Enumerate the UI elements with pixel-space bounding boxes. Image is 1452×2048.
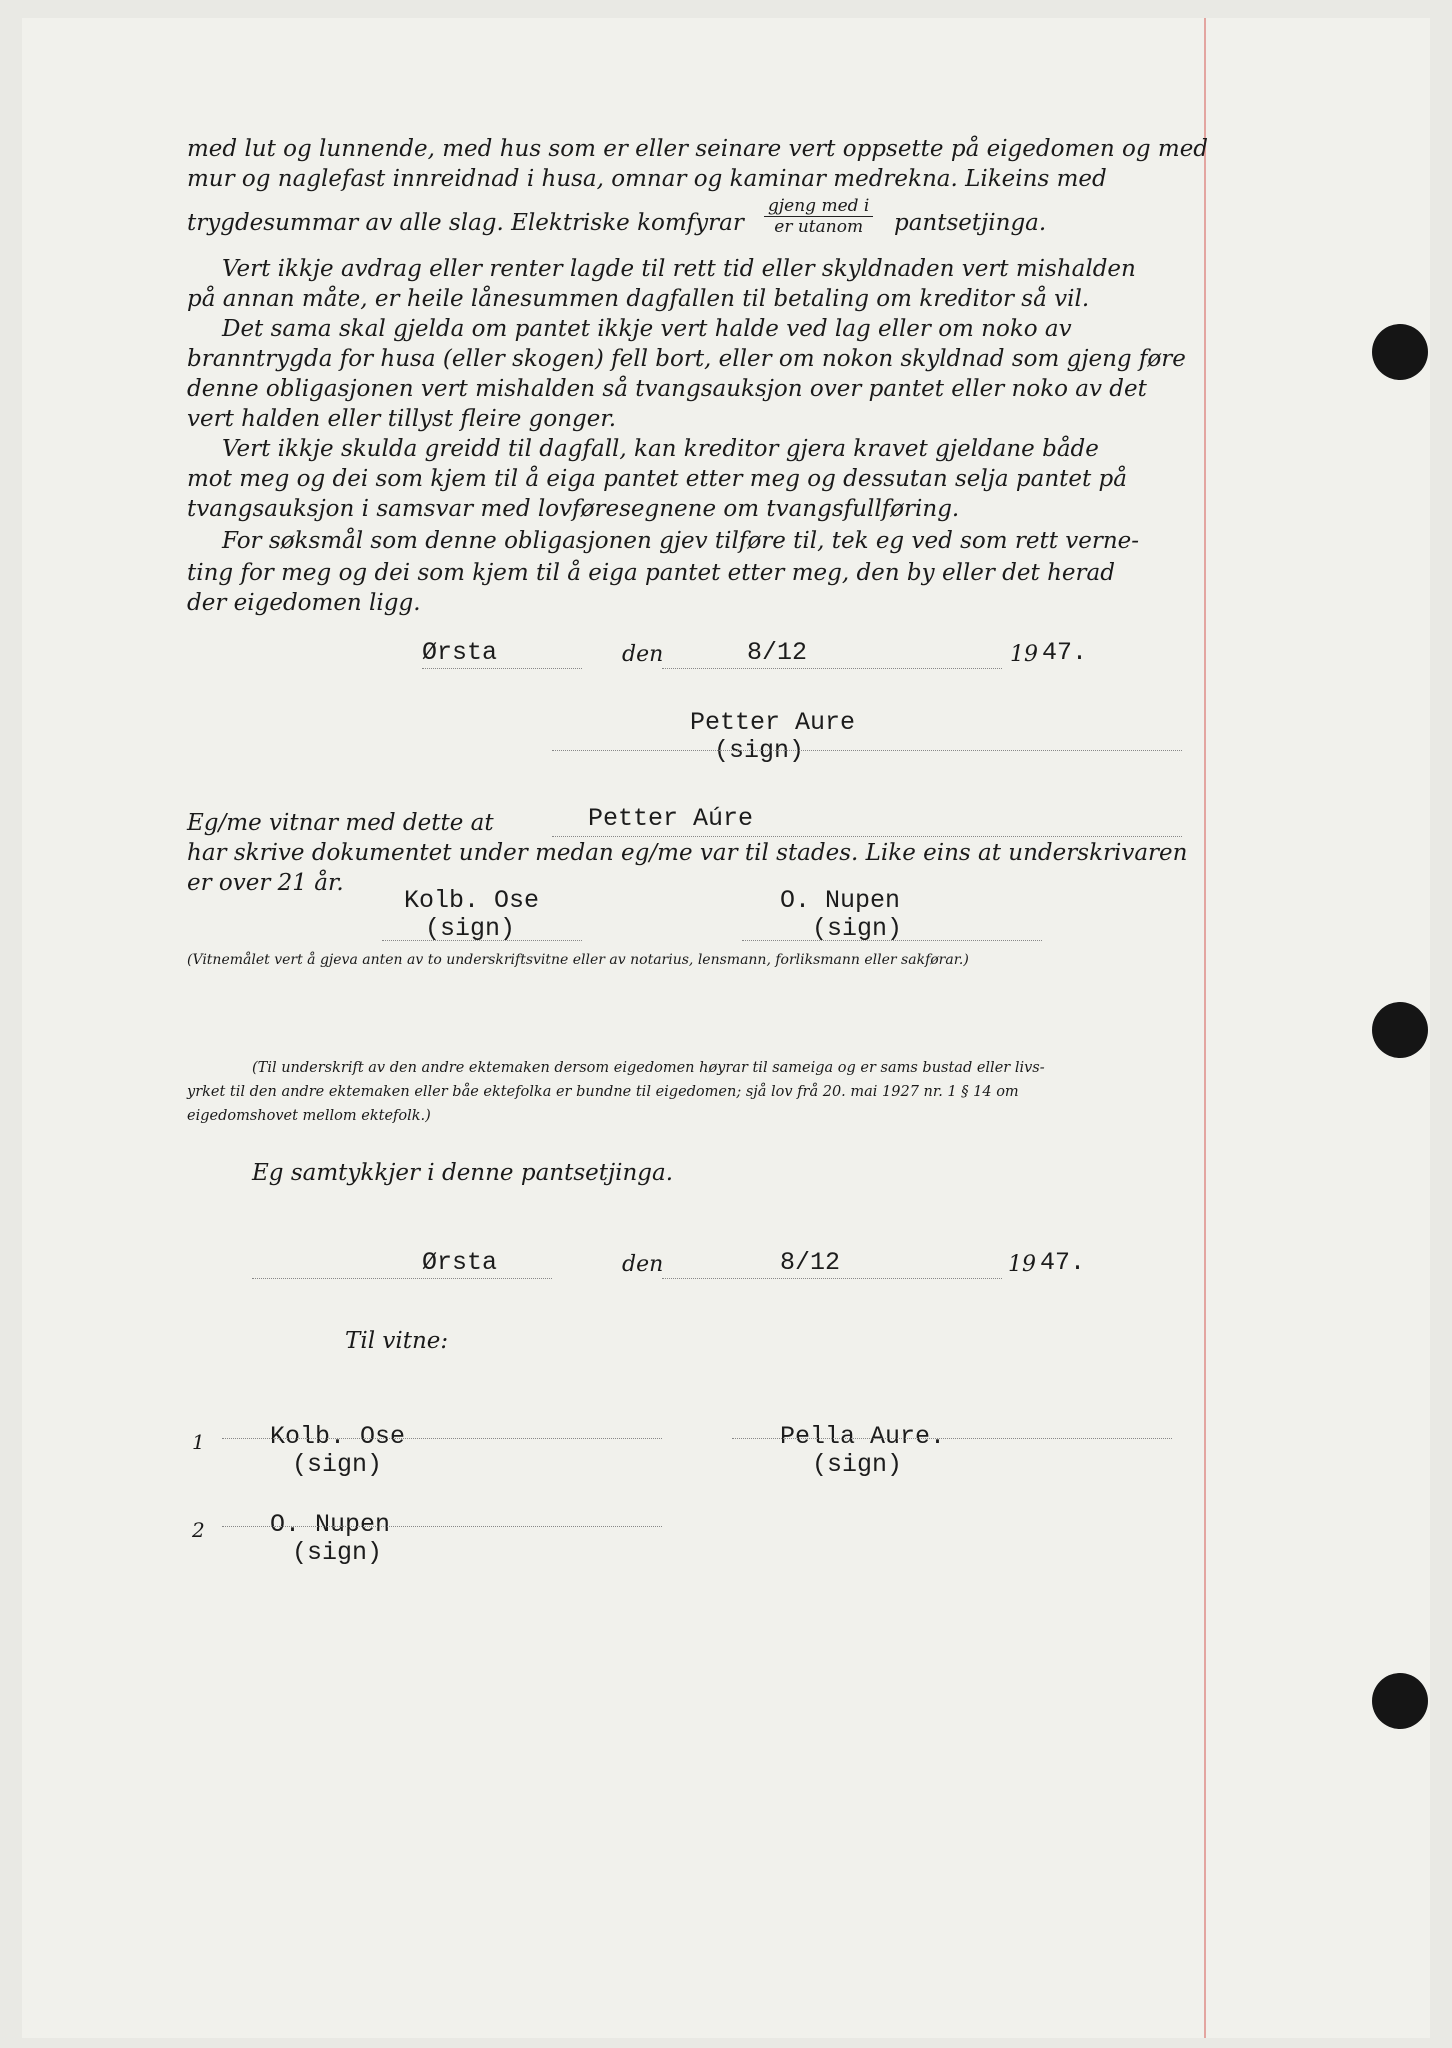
body-line-12: tvangsauksjon i samsvar med lovføresegnene om tvangsfullføring. (187, 496, 960, 522)
final-witness2-line (222, 1526, 662, 1527)
witness1-line (382, 940, 582, 941)
final-witness2-name: O. Nupen (270, 1510, 391, 1539)
final-witness2-number: 2 (192, 1518, 205, 1542)
body-line-7: branntrygda for husa (eller skogen) fell bort, eller om nokon skyldnad som gjeng føre (187, 346, 1186, 372)
body-line-13: For søksmål som denne obligasjonen gjev tilføre til, tek eg ved som rett verne- (222, 528, 1140, 554)
spouse-signer-sign: (sign) (812, 1450, 903, 1479)
signer-name: Petter Aure (690, 708, 856, 737)
witness-line-3: er over 21 år. (187, 870, 344, 896)
fraction-bottom: er utanom (774, 217, 864, 237)
witness-attest-name: Petter Aúre (588, 804, 754, 833)
date2-dots-b (662, 1278, 1002, 1279)
date2-den: den (622, 1252, 664, 1277)
spouse-note-line-1: (Til underskrift av den andre ektemaken dersom eigedomen høyrar til sameiga og er sams bustad eller livs- (252, 1060, 1045, 1076)
date2-date: 8/12 (780, 1248, 841, 1277)
body-line-4: Vert ikkje avdrag eller renter lagde til rett tid eller skyldnaden vert mishalden (222, 256, 1136, 282)
fraction-after-text: pantsetjinga. (894, 210, 1047, 236)
body-line-11: mot meg og dei som kjem til å eiga pantet etter meg og dessutan selja pantet på (187, 466, 1127, 492)
final-witness1-line (222, 1438, 662, 1439)
witness2-line (742, 940, 1042, 941)
red-margin-line (1204, 18, 1206, 2038)
spouse-signer-name: Pella Aure. (780, 1422, 946, 1451)
date2-year-prefix: 19 (1008, 1252, 1036, 1277)
punch-hole-middle (1372, 1002, 1428, 1058)
spouse-note-line-2: yrket til den andre ektemaken eller båe ektefolka er bundne til eigedomen; sjå lov frå 20. mai 1927 nr. 1 § 14 om (187, 1084, 1019, 1100)
body-line-15: der eigedomen ligg. (187, 590, 421, 616)
date1-den: den (622, 642, 664, 667)
witness1-name: Kolb. Ose (404, 886, 540, 915)
witness-attest-line (552, 836, 1182, 837)
body-line-3: trygdesummar av alle slag. Elektriske komfyrar (187, 210, 744, 236)
punch-hole-bottom (1372, 1673, 1428, 1729)
body-line-10: Vert ikkje skulda greidd til dagfall, kan kreditor gjera kravet gjeldane både (222, 436, 1099, 462)
body-line-14: ting for meg og dei som kjem til å eiga pantet etter meg, den by eller det herad (187, 560, 1115, 586)
witness1-sign: (sign) (425, 914, 516, 943)
final-witness1-sign: (sign) (292, 1450, 383, 1479)
date2-dots-a (252, 1278, 552, 1279)
punch-hole-top (1372, 324, 1428, 380)
spouse-note-line-3: eigedomshovet mellom ektefolk.) (187, 1108, 431, 1124)
document-page (22, 18, 1430, 2038)
date1-dots-b (662, 668, 1002, 669)
spouse-signature-line (732, 1438, 1172, 1439)
final-witness2-sign: (sign) (292, 1538, 383, 1567)
witness2-name: O. Nupen (780, 886, 901, 915)
final-witness1-name: Kolb. Ose (270, 1422, 406, 1451)
body-line-1: med lut og lunnende, med hus som er eller seinare vert oppsette på eigedomen og med (187, 136, 1209, 162)
signer-sign: (sign) (714, 736, 805, 765)
witness-line-2: har skrive dokumentet under medan eg/me var til stades. Like eins at underskrivaren (187, 840, 1188, 866)
body-line-2: mur og naglefast innreidnad i husa, omnar og kaminar medrekna. Likeins med (187, 166, 1107, 192)
consent-statement: Eg samtykkjer i denne pantsetjinga. (252, 1160, 674, 1186)
witness2-sign: (sign) (812, 914, 903, 943)
witness-note: (Vitnemålet vert å gjeva anten av to underskriftsvitne eller av notarius, lensmann, forliksmann eller sakførar.) (187, 952, 969, 968)
signature1-line (552, 750, 1182, 751)
bleed-through-text (442, 78, 447, 101)
date1-year-suffix: 47. (1042, 638, 1088, 667)
date1-place: Ørsta (422, 638, 498, 667)
date1-dots-a (422, 668, 582, 669)
til-vitne-label: Til vitne: (345, 1328, 449, 1354)
date2-year-suffix: 47. (1040, 1248, 1086, 1277)
body-line-5: på annan måte, er heile lånesummen dagfallen til betaling om kreditor så vil. (187, 286, 1090, 312)
body-line-9: vert halden eller tillyst fleire gonger. (187, 406, 617, 432)
witness-lead: Eg/me vitnar med dette at (187, 810, 494, 836)
fraction-choice (764, 196, 873, 237)
fraction-top: gjeng med i (764, 196, 873, 217)
date1-year-prefix: 19 (1010, 642, 1038, 667)
date1-date: 8/12 (747, 638, 808, 667)
body-line-8: denne obligasjonen vert mishalden så tvangsauksjon over pantet eller noko av det (187, 376, 1147, 402)
date2-place: Ørsta (422, 1248, 498, 1277)
body-line-6: Det sama skal gjelda om pantet ikkje vert halde ved lag eller om noko av (222, 316, 1072, 342)
final-witness1-number: 1 (192, 1430, 205, 1454)
